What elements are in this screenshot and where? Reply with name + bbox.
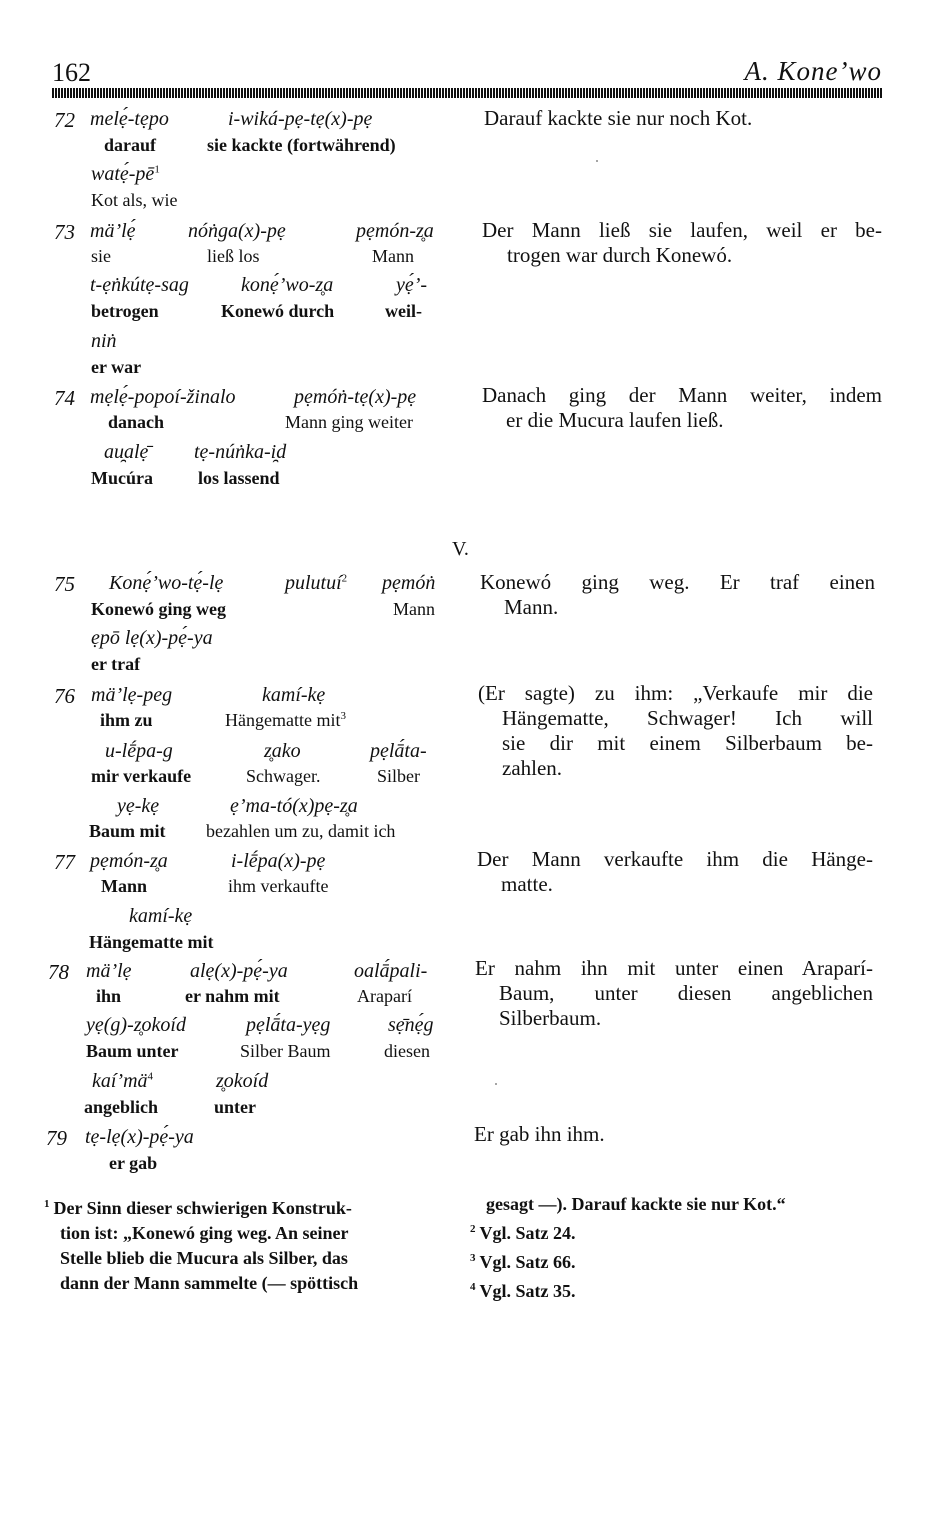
gloss-word: er nahm mit [185, 986, 280, 1006]
translation [480, 570, 880, 620]
native-word: kamí-kẹ [129, 905, 193, 927]
sentence-number: 74 [54, 386, 75, 410]
footnote [470, 1192, 786, 1304]
footnote-line: tion ist: „Konewó ging weg. An seiner [60, 1223, 349, 1243]
gloss-word: Silber Baum [240, 1041, 331, 1061]
gloss-word: Schwager. [246, 766, 321, 786]
native-word: nóṅga(x)-pẹ [188, 220, 286, 242]
footnote-line: dann der Mann sammelte (— spöttisch [60, 1273, 359, 1293]
footnote-line: $^3$ Vgl. Satz 66. [470, 1252, 576, 1272]
translation [477, 847, 877, 897]
translation-line: Silberbaum. [499, 1006, 602, 1030]
translation-line: Baum, unter diesen angeblichen [499, 981, 873, 1005]
gloss-word: er gab [109, 1153, 158, 1173]
page-number: 162 [52, 58, 91, 87]
translation-line: trogen war durch Konewó. [507, 243, 733, 267]
gloss-word: Konewó ging weg [91, 599, 226, 619]
native-word: konẹ́’wo-z̥a [241, 274, 334, 296]
sentence-number: 75 [54, 572, 75, 596]
native-word: mä’lẹ-peg [91, 684, 173, 706]
specks [596, 160, 598, 162]
gloss-word: Mann ging weiter [285, 412, 413, 432]
sentence-number: 78 [48, 960, 69, 984]
gloss-word: darauf [104, 135, 157, 155]
gloss-word: Baum unter [86, 1041, 179, 1061]
sentence-number: 79 [46, 1126, 67, 1150]
translation [482, 218, 882, 268]
native-word: yẹ́’- [396, 274, 428, 296]
native-word: z̥okoíd [216, 1070, 269, 1092]
translation-line: Er nahm ihn mit unter einen Araparí- [475, 956, 873, 980]
gloss-word: Araparí [357, 986, 412, 1006]
native-word: pẹmóṅ-tẹ(x)-pẹ [294, 386, 417, 408]
native-word: Konẹ́’wo-tẹ́-lẹ [109, 572, 224, 594]
running-head: A. Kone’wo [744, 56, 882, 86]
gloss-word: Mann [101, 876, 148, 896]
translation-line: Hängematte, Schwager! Ich will [502, 706, 873, 730]
gloss-word: ihm verkaufte [228, 876, 329, 896]
gloss-word: Konewó durch [221, 301, 335, 321]
gloss-word: ließ los [207, 246, 260, 266]
native-word: i-lḗpa(x)-pẹ [231, 850, 326, 872]
native-word: ẹ’ma-tó(x)pẹ-z̥a [230, 795, 358, 817]
translation-line: sie dir mit einem Silberbaum be- [502, 731, 873, 755]
native-word: t-ẹṅkútẹ-sag [90, 274, 189, 296]
sentence-number: 72 [54, 108, 75, 132]
section-heading: V. [452, 538, 469, 560]
native-word: kamí-kẹ [262, 684, 326, 706]
translation [475, 956, 875, 1031]
gloss-word: mir verkaufe [91, 766, 192, 786]
native-word: z̥ako [264, 740, 301, 762]
gloss-word: Kot als, wie [91, 190, 178, 210]
native-word: mẹlẹ́-popoí-žinalo [90, 386, 236, 408]
gloss-word: weil- [385, 301, 422, 321]
native-word: $watẹ́-pē^1$ [91, 163, 160, 185]
native-word: mä’lẹ [86, 960, 132, 982]
translation-line: Darauf kackte sie nur noch Kot. [484, 106, 753, 130]
gloss-word: sie kackte (fortwährend) [207, 135, 396, 155]
gloss-word: diesen [384, 1041, 430, 1061]
gloss-word: ihm zu [100, 710, 153, 730]
sentence-number: 76 [54, 684, 75, 708]
native-word: pẹlā́ta- [370, 740, 427, 762]
gloss-word: Mann [393, 599, 435, 619]
translation-line: (Er sagte) zu ihm: „Verkaufe mir die [478, 681, 873, 705]
translation-line: Der Mann verkaufte ihm die Hänge- [477, 847, 873, 871]
gloss-word: betrogen [91, 301, 159, 321]
translation-line: Der Mann ließ sie laufen, weil er be- [482, 218, 882, 242]
gloss-word: los lassend [198, 468, 280, 488]
native-word: u-lḗpa-g [105, 740, 173, 762]
gloss-word: Hängematte mit$^3$ [225, 710, 346, 730]
gloss-word: er traf [91, 654, 141, 674]
native-word: pulutuí$^2$ [285, 572, 348, 594]
translation-line: zahlen. [502, 756, 563, 780]
gloss-word: Silber [377, 766, 420, 786]
native-word: melẹ́-tẹpo [90, 108, 169, 130]
gloss-word: Mucúra [91, 468, 153, 488]
native-word: tẹ-núṅka-i̯d [194, 441, 287, 463]
translation-line: Danach ging der Mann weiter, indem [482, 383, 882, 407]
gloss-word: Mann [372, 246, 414, 266]
gloss-word: Baum mit [89, 821, 166, 841]
gloss-word: Hängematte mit [89, 932, 214, 952]
gloss-word: unter [214, 1097, 256, 1117]
native-word: alẹ(x)-pẹ́-ya [190, 960, 288, 982]
native-word: pẹmón-z̥a [356, 220, 434, 242]
gloss-word: er war [91, 357, 142, 377]
gloss-word: angeblich [84, 1097, 159, 1117]
native-word: mä’lẹ́ [90, 220, 136, 242]
footnote [44, 1192, 358, 1296]
native-word: au̯alẹ̄ [104, 441, 149, 463]
gloss-word: ihn [96, 986, 122, 1006]
translation-line: matte. [501, 872, 553, 896]
translation-line: er die Mucura laufen ließ. [506, 408, 724, 432]
native-word: ẹpō lẹ(x)-pẹ́-ya [91, 627, 213, 649]
native-word: niṅ [91, 330, 117, 352]
native-word: pẹlā́ta-yẹg [246, 1014, 331, 1036]
footnote-line: $^2$ Vgl. Satz 24. [470, 1223, 576, 1243]
footnote-line: $^4$ Vgl. Satz 35. [470, 1281, 576, 1301]
native-word: sẹ̄nẹ́g [388, 1014, 434, 1036]
native-word: oalā́pali- [354, 960, 428, 982]
gloss-word: sie [91, 246, 111, 266]
translation-line: Konewó ging weg. Er traf einen [480, 570, 875, 594]
gloss-word: bezahlen um zu, damit ich [206, 821, 396, 841]
sentence-number: 77 [54, 850, 75, 874]
footnote-line: Stelle blieb die Mucura als Silber, das [60, 1248, 348, 1268]
translation [482, 383, 882, 433]
native-word: yẹ(g)-z̥okoíd [86, 1014, 186, 1036]
sentence-number: 73 [54, 220, 75, 244]
footnote-line: gesagt —). Darauf kackte sie nur Kot.“ [486, 1194, 786, 1214]
translation-line: Mann. [504, 595, 559, 619]
translation [474, 1122, 874, 1147]
translation [484, 106, 884, 131]
footnote-line: $^1$ Der Sinn dieser schwierigen Konstruk- [44, 1198, 352, 1218]
header-rule [52, 88, 882, 98]
native-word: tẹ-lẹ(x)-pẹ́-ya [85, 1126, 194, 1148]
native-word: yẹ-kẹ [117, 795, 160, 817]
native-word: pẹmóṅ [382, 572, 436, 594]
translation [478, 681, 878, 781]
translation-line: Er gab ihn ihm. [474, 1122, 605, 1146]
gloss-word: danach [108, 412, 165, 432]
specks [495, 1083, 497, 1085]
native-word: $kaí’mä^4$ [92, 1070, 154, 1092]
native-word: i-wiká-pẹ-tẹ(x)-pẹ [228, 108, 373, 130]
native-word: pẹmón-z̥a [90, 850, 168, 872]
